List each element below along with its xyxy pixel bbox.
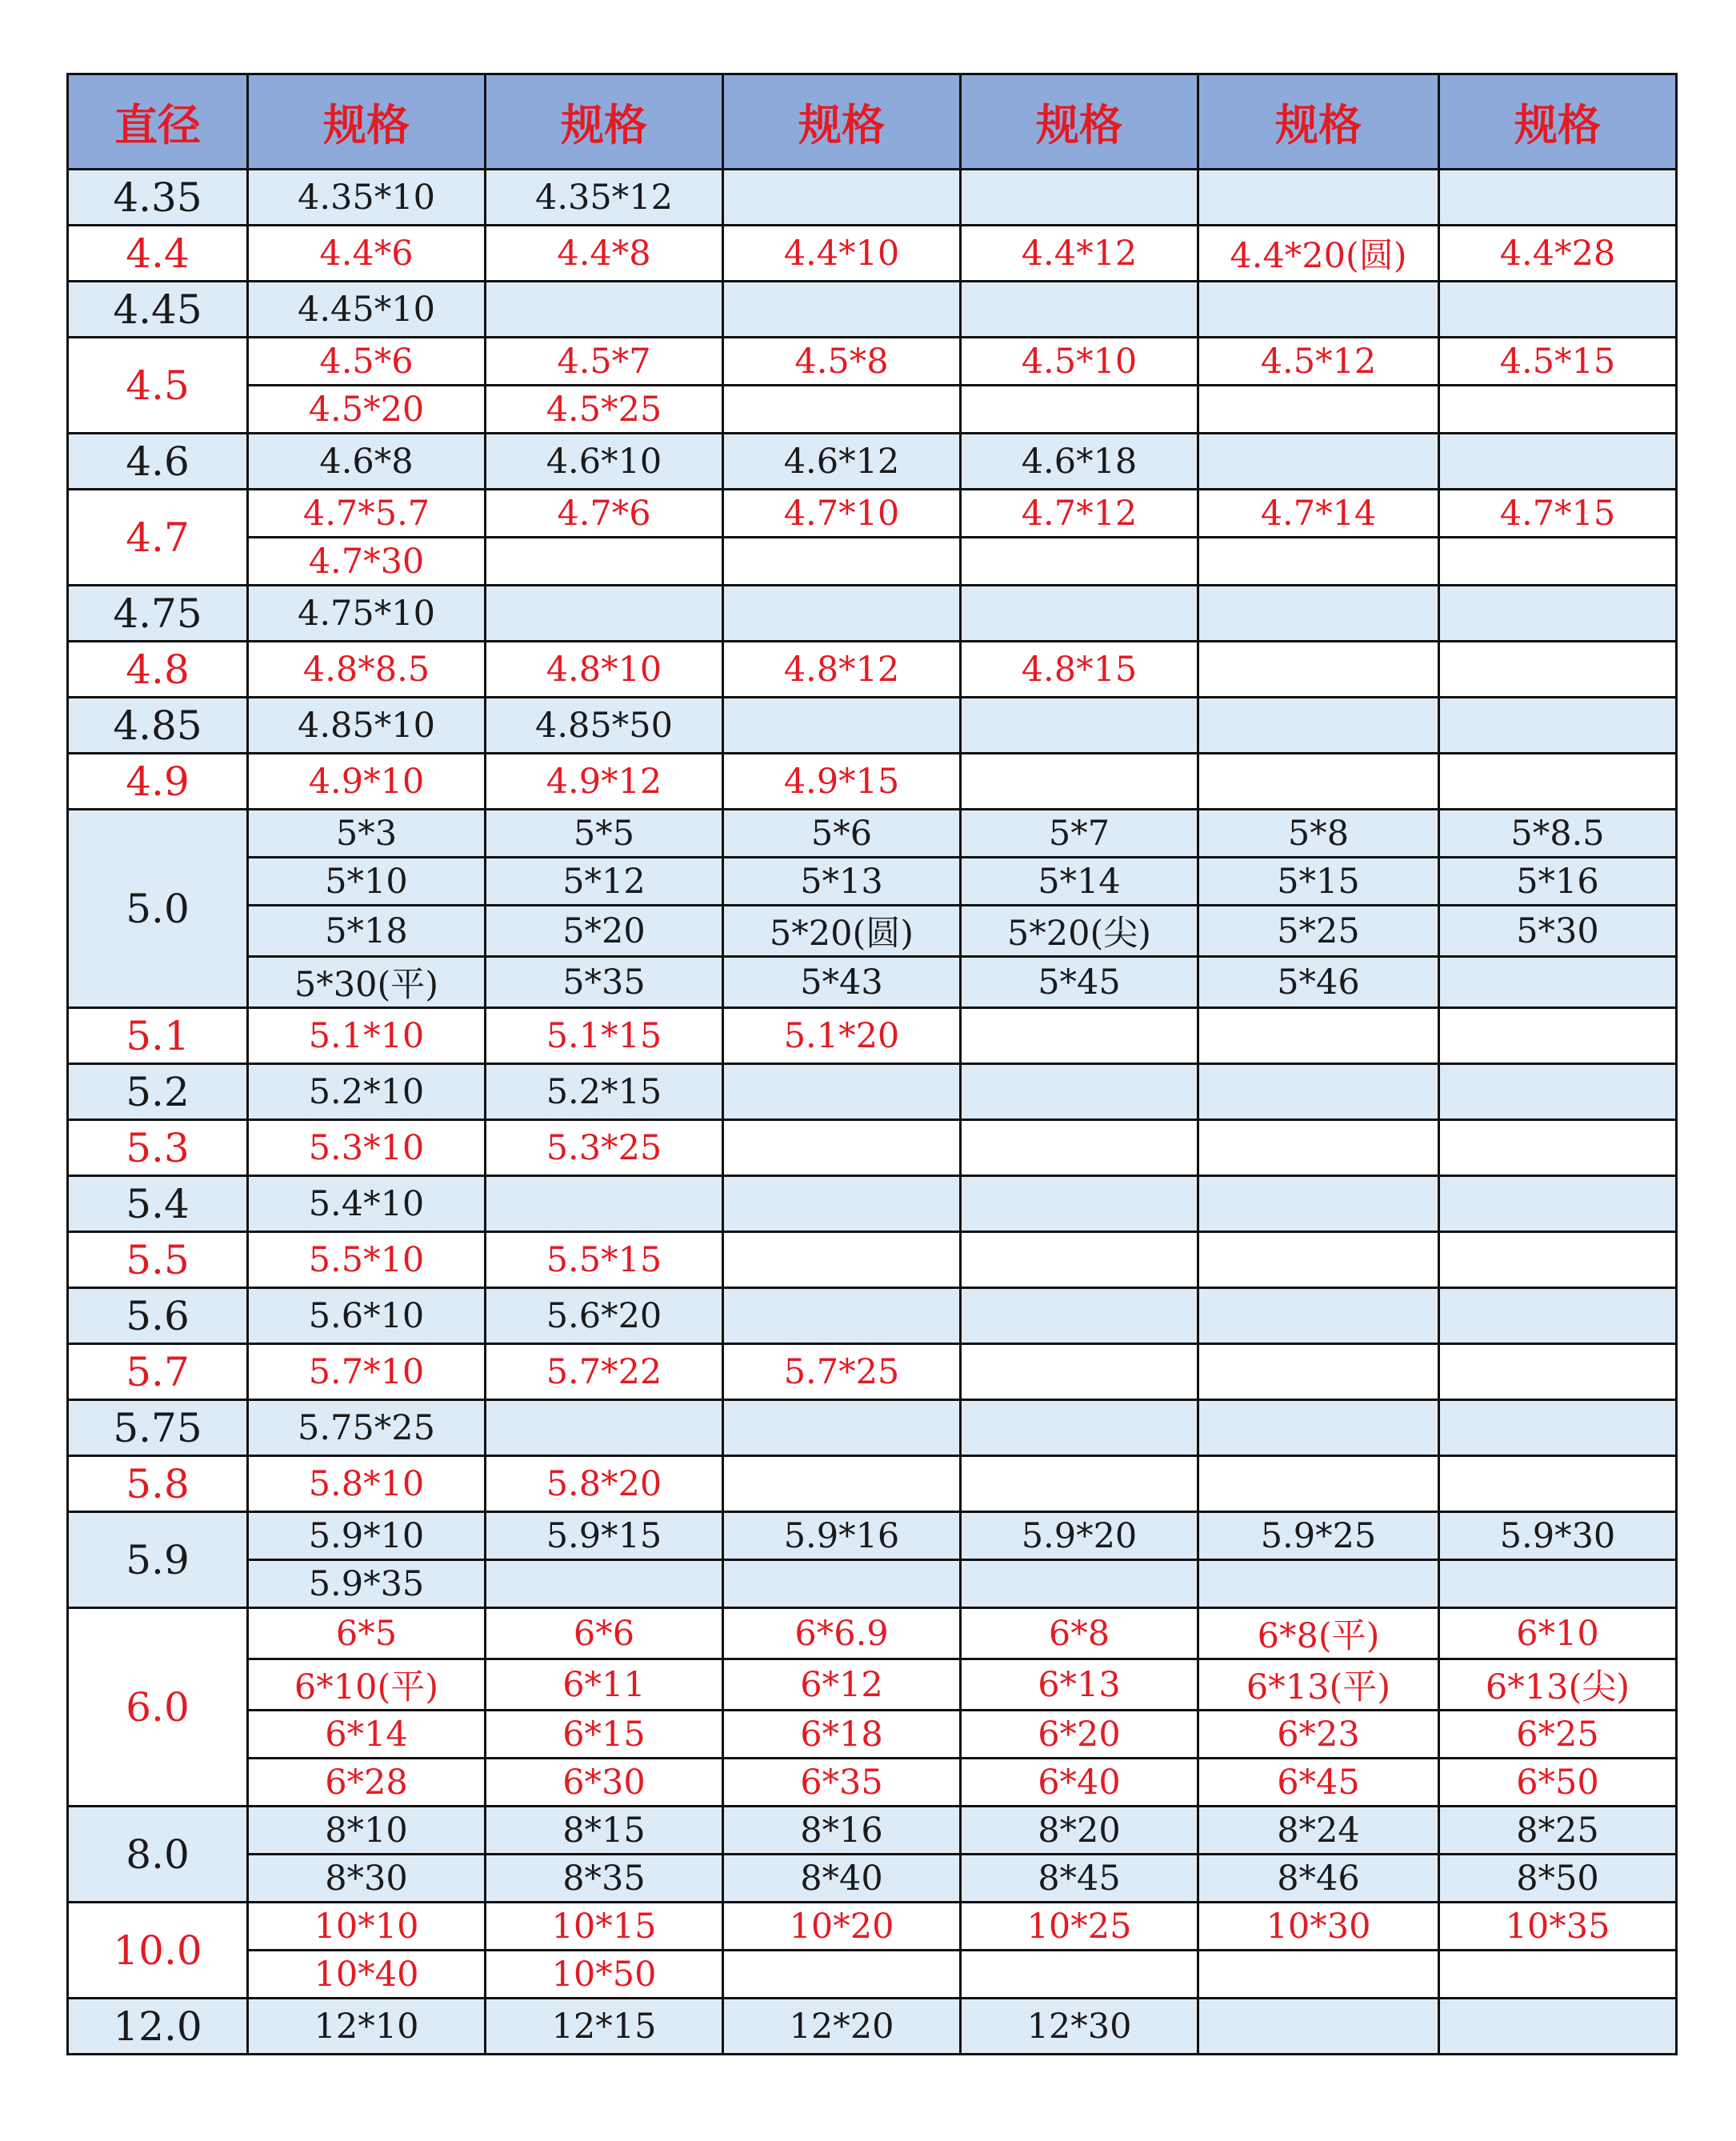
table-row <box>68 1400 1677 1456</box>
spec-cell: 8*50 <box>1439 1855 1677 1903</box>
spec-cell <box>1198 1120 1439 1176</box>
spec-cell <box>486 538 723 586</box>
table-row <box>68 1807 1677 1855</box>
spec-cell: 5.9*30 <box>1439 1512 1677 1560</box>
table-row <box>68 1120 1677 1176</box>
spec-cell: 6*12 <box>723 1659 961 1711</box>
spec-cell: 4.9*15 <box>723 754 961 810</box>
spec-cell <box>1198 1176 1439 1232</box>
spec-cell <box>961 1008 1198 1064</box>
diameter-cell: 5.5 <box>68 1232 248 1288</box>
spec-cell <box>961 586 1198 642</box>
spec-cell <box>1439 1560 1677 1608</box>
spec-cell <box>723 586 961 642</box>
header-spec: 规格 <box>961 74 1198 170</box>
spec-cell <box>723 386 961 434</box>
spec-cell <box>961 754 1198 810</box>
spec-cell: 6*13 <box>961 1659 1198 1711</box>
diameter-cell: 6.0 <box>68 1608 248 1807</box>
spec-cell: 6*20 <box>961 1711 1198 1759</box>
spec-cell: 5.1*15 <box>486 1008 723 1064</box>
spec-cell: 8*46 <box>1198 1855 1439 1903</box>
spec-cell <box>1439 1288 1677 1344</box>
table-row <box>68 226 1677 282</box>
spec-cell: 4.4*20(圆) <box>1198 226 1439 282</box>
spec-cell: 10*20 <box>723 1903 961 1951</box>
spec-cell: 5.9*10 <box>248 1512 486 1560</box>
spec-cell <box>486 1560 723 1608</box>
table-row <box>68 386 1677 434</box>
spec-cell: 4.4*28 <box>1439 226 1677 282</box>
spec-cell: 5*3 <box>248 810 486 858</box>
spec-cell: 6*18 <box>723 1711 961 1759</box>
spec-cell: 10*35 <box>1439 1903 1677 1951</box>
spec-cell: 5.2*10 <box>248 1064 486 1120</box>
header-spec: 规格 <box>723 74 961 170</box>
spec-cell: 4.8*12 <box>723 642 961 698</box>
spec-cell <box>1198 698 1439 754</box>
spec-cell: 5*43 <box>723 957 961 1008</box>
spec-cell: 10*15 <box>486 1903 723 1951</box>
diameter-cell: 5.1 <box>68 1008 248 1064</box>
spec-cell: 4.8*10 <box>486 642 723 698</box>
diameter-cell: 5.4 <box>68 1176 248 1232</box>
spec-cell: 8*15 <box>486 1807 723 1855</box>
spec-cell <box>1439 1951 1677 1999</box>
spec-cell: 4.45*10 <box>248 282 486 338</box>
spec-cell: 5.8*20 <box>486 1456 723 1512</box>
spec-cell: 5.5*15 <box>486 1232 723 1288</box>
spec-cell: 8*24 <box>1198 1807 1439 1855</box>
spec-cell <box>961 1951 1198 1999</box>
spec-cell: 4.7*5.7 <box>248 490 486 538</box>
table-row <box>68 1176 1677 1232</box>
spec-cell <box>1439 1008 1677 1064</box>
diameter-cell: 5.7 <box>68 1344 248 1400</box>
spec-cell: 5*13 <box>723 858 961 906</box>
diameter-cell: 4.6 <box>68 434 248 490</box>
spec-cell <box>1439 586 1677 642</box>
spec-cell <box>723 1120 961 1176</box>
spec-cell: 6*8 <box>961 1608 1198 1659</box>
spec-cell: 6*35 <box>723 1759 961 1807</box>
spec-cell: 5*30(平) <box>248 957 486 1008</box>
table-row <box>68 282 1677 338</box>
spec-cell: 12*15 <box>486 1999 723 2055</box>
table-row <box>68 1711 1677 1759</box>
table-row <box>68 1903 1677 1951</box>
spec-cell <box>961 1232 1198 1288</box>
header-row <box>68 74 1677 170</box>
table-row <box>68 906 1677 957</box>
spec-cell: 6*10(平) <box>248 1659 486 1711</box>
spec-cell: 6*30 <box>486 1759 723 1807</box>
spec-cell: 5.2*15 <box>486 1064 723 1120</box>
spec-cell <box>961 1344 1198 1400</box>
spec-cell: 6*13(平) <box>1198 1659 1439 1711</box>
table-row <box>68 1232 1677 1288</box>
spec-cell: 4.7*15 <box>1439 490 1677 538</box>
spec-cell: 4.6*12 <box>723 434 961 490</box>
spec-cell <box>723 1288 961 1344</box>
spec-cell: 6*8(平) <box>1198 1608 1439 1659</box>
spec-cell <box>723 698 961 754</box>
spec-cell: 4.7*30 <box>248 538 486 586</box>
spec-cell: 4.9*10 <box>248 754 486 810</box>
diameter-cell: 4.8 <box>68 642 248 698</box>
table-row <box>68 1456 1677 1512</box>
spec-cell: 8*40 <box>723 1855 961 1903</box>
spec-cell: 5.6*10 <box>248 1288 486 1344</box>
spec-cell: 5.1*10 <box>248 1008 486 1064</box>
table-row <box>68 170 1677 226</box>
diameter-cell: 4.45 <box>68 282 248 338</box>
spec-cell <box>961 282 1198 338</box>
diameter-cell: 5.75 <box>68 1400 248 1456</box>
table-row <box>68 698 1677 754</box>
spec-cell: 5*10 <box>248 858 486 906</box>
diameter-cell: 8.0 <box>68 1807 248 1903</box>
spec-cell: 6*6.9 <box>723 1608 961 1659</box>
spec-cell: 8*16 <box>723 1807 961 1855</box>
spec-cell <box>1439 1400 1677 1456</box>
spec-cell: 6*40 <box>961 1759 1198 1807</box>
spec-cell: 5*14 <box>961 858 1198 906</box>
spec-cell: 4.5*15 <box>1439 338 1677 386</box>
spec-cell <box>1439 1176 1677 1232</box>
spec-cell: 4.85*10 <box>248 698 486 754</box>
spec-cell <box>1439 1232 1677 1288</box>
spec-cell: 5.3*25 <box>486 1120 723 1176</box>
table-row <box>68 1855 1677 1903</box>
spec-cell <box>723 1064 961 1120</box>
header-spec: 规格 <box>248 74 486 170</box>
table-row <box>68 1560 1677 1608</box>
header-diameter: 直径 <box>68 74 248 170</box>
diameter-cell: 12.0 <box>68 1999 248 2055</box>
spec-cell: 6*6 <box>486 1608 723 1659</box>
spec-cell: 4.7*14 <box>1198 490 1439 538</box>
spec-cell <box>1198 386 1439 434</box>
spec-cell <box>723 1456 961 1512</box>
spec-cell <box>1198 1008 1439 1064</box>
header-spec: 规格 <box>486 74 723 170</box>
spec-cell <box>1439 754 1677 810</box>
spec-cell <box>723 170 961 226</box>
spec-cell <box>1439 1456 1677 1512</box>
spec-cell: 5.9*15 <box>486 1512 723 1560</box>
spec-cell <box>486 1176 723 1232</box>
spec-cell: 5*12 <box>486 858 723 906</box>
diameter-cell: 5.6 <box>68 1288 248 1344</box>
table-row <box>68 810 1677 858</box>
spec-cell: 4.8*8.5 <box>248 642 486 698</box>
spec-cell <box>486 586 723 642</box>
spec-cell <box>1198 754 1439 810</box>
spec-cell <box>1439 1064 1677 1120</box>
spec-cell: 4.4*12 <box>961 226 1198 282</box>
spec-cell <box>1198 1456 1439 1512</box>
spec-cell <box>961 538 1198 586</box>
diameter-cell: 5.0 <box>68 810 248 1008</box>
table-row <box>68 858 1677 906</box>
spec-cell: 4.7*10 <box>723 490 961 538</box>
spec-cell <box>1439 642 1677 698</box>
spec-cell <box>723 282 961 338</box>
spec-cell: 6*23 <box>1198 1711 1439 1759</box>
spec-cell <box>723 1400 961 1456</box>
spec-cell: 4.5*25 <box>486 386 723 434</box>
spec-table <box>66 73 1678 2055</box>
spec-cell: 4.6*18 <box>961 434 1198 490</box>
diameter-cell: 4.5 <box>68 338 248 434</box>
spec-cell <box>1198 282 1439 338</box>
spec-cell <box>723 538 961 586</box>
spec-cell <box>1198 1232 1439 1288</box>
spec-cell: 5*20(尖) <box>961 906 1198 957</box>
spec-cell: 10*50 <box>486 1951 723 1999</box>
table-row <box>68 490 1677 538</box>
spec-cell: 5*7 <box>961 810 1198 858</box>
spec-cell <box>1198 1400 1439 1456</box>
spec-cell: 6*5 <box>248 1608 486 1659</box>
spec-cell: 4.9*12 <box>486 754 723 810</box>
diameter-cell: 5.2 <box>68 1064 248 1120</box>
diameter-cell: 10.0 <box>68 1903 248 1999</box>
spec-cell: 10*30 <box>1198 1903 1439 1951</box>
table-row <box>68 1659 1677 1711</box>
table-row <box>68 1008 1677 1064</box>
spec-cell: 4.7*6 <box>486 490 723 538</box>
spec-cell: 5*8.5 <box>1439 810 1677 858</box>
spec-cell: 5.1*20 <box>723 1008 961 1064</box>
spec-cell <box>1439 1344 1677 1400</box>
table-row <box>68 434 1677 490</box>
spec-cell: 4.75*10 <box>248 586 486 642</box>
spec-cell <box>1198 1344 1439 1400</box>
diameter-cell: 4.35 <box>68 170 248 226</box>
spec-cell: 5*16 <box>1439 858 1677 906</box>
spec-cell: 5*15 <box>1198 858 1439 906</box>
spec-cell: 5.7*25 <box>723 1344 961 1400</box>
table-row <box>68 642 1677 698</box>
spec-cell: 5.9*35 <box>248 1560 486 1608</box>
spec-cell <box>961 1176 1198 1232</box>
spec-cell: 5*25 <box>1198 906 1439 957</box>
spec-cell <box>1198 1288 1439 1344</box>
diameter-cell: 4.4 <box>68 226 248 282</box>
spec-cell: 5*35 <box>486 957 723 1008</box>
spec-cell <box>961 1456 1198 1512</box>
spec-cell <box>961 1120 1198 1176</box>
spec-cell: 5.7*10 <box>248 1344 486 1400</box>
table-row <box>68 1512 1677 1560</box>
spec-cell <box>1439 698 1677 754</box>
table-row <box>68 1951 1677 1999</box>
spec-cell <box>486 1400 723 1456</box>
spec-cell: 4.35*12 <box>486 170 723 226</box>
spec-cell <box>1198 1951 1439 1999</box>
table-row <box>68 1288 1677 1344</box>
spec-cell <box>1439 170 1677 226</box>
diameter-cell: 5.9 <box>68 1512 248 1608</box>
spec-cell: 4.35*10 <box>248 170 486 226</box>
spec-cell <box>1198 170 1439 226</box>
spec-cell <box>1439 1120 1677 1176</box>
spec-cell <box>1439 386 1677 434</box>
spec-cell: 5.5*10 <box>248 1232 486 1288</box>
spec-cell: 8*25 <box>1439 1807 1677 1855</box>
table-row <box>68 1759 1677 1807</box>
spec-cell: 8*10 <box>248 1807 486 1855</box>
spec-cell: 5*8 <box>1198 810 1439 858</box>
spec-cell <box>1198 434 1439 490</box>
spec-cell <box>723 1951 961 1999</box>
diameter-cell: 4.9 <box>68 754 248 810</box>
diameter-cell: 5.3 <box>68 1120 248 1176</box>
spec-cell: 4.4*6 <box>248 226 486 282</box>
spec-cell: 6*13(尖) <box>1439 1659 1677 1711</box>
spec-cell: 8*35 <box>486 1855 723 1903</box>
spec-cell <box>1439 282 1677 338</box>
spec-cell: 6*14 <box>248 1711 486 1759</box>
spec-cell: 12*10 <box>248 1999 486 2055</box>
spec-cell: 4.5*7 <box>486 338 723 386</box>
spec-cell: 5.9*25 <box>1198 1512 1439 1560</box>
spec-cell: 8*20 <box>961 1807 1198 1855</box>
spec-cell: 5.7*22 <box>486 1344 723 1400</box>
table-row <box>68 1999 1677 2055</box>
spec-cell: 5*30 <box>1439 906 1677 957</box>
spec-cell: 5.4*10 <box>248 1176 486 1232</box>
spec-cell: 4.5*12 <box>1198 338 1439 386</box>
spec-cell: 4.4*10 <box>723 226 961 282</box>
spec-cell: 6*45 <box>1198 1759 1439 1807</box>
table-row <box>68 338 1677 386</box>
spec-cell: 6*10 <box>1439 1608 1677 1659</box>
spec-cell: 4.6*10 <box>486 434 723 490</box>
spec-cell <box>961 1064 1198 1120</box>
table-row <box>68 1608 1677 1659</box>
spec-cell: 6*25 <box>1439 1711 1677 1759</box>
table-row <box>68 586 1677 642</box>
spec-cell <box>723 1560 961 1608</box>
table-row <box>68 1344 1677 1400</box>
spec-cell: 4.5*6 <box>248 338 486 386</box>
spec-cell <box>723 1232 961 1288</box>
header-spec: 规格 <box>1439 74 1677 170</box>
spec-cell <box>1439 434 1677 490</box>
spec-cell: 5*20 <box>486 906 723 957</box>
spec-cell <box>961 170 1198 226</box>
diameter-cell: 4.75 <box>68 586 248 642</box>
spec-cell <box>961 1288 1198 1344</box>
spec-cell: 5*46 <box>1198 957 1439 1008</box>
spec-cell <box>1439 1999 1677 2055</box>
spec-cell: 6*28 <box>248 1759 486 1807</box>
spec-cell <box>1198 642 1439 698</box>
spec-cell: 10*25 <box>961 1903 1198 1951</box>
spec-cell: 6*15 <box>486 1711 723 1759</box>
spec-cell: 8*45 <box>961 1855 1198 1903</box>
spec-cell: 5*5 <box>486 810 723 858</box>
spec-cell: 12*30 <box>961 1999 1198 2055</box>
spec-cell: 4.4*8 <box>486 226 723 282</box>
spec-cell: 5.3*10 <box>248 1120 486 1176</box>
spec-cell <box>1439 538 1677 586</box>
diameter-cell: 4.7 <box>68 490 248 586</box>
diameter-cell: 5.8 <box>68 1456 248 1512</box>
spec-cell: 4.7*12 <box>961 490 1198 538</box>
spec-cell <box>1439 957 1677 1008</box>
spec-cell: 5.75*25 <box>248 1400 486 1456</box>
spec-cell: 4.8*15 <box>961 642 1198 698</box>
table-row <box>68 754 1677 810</box>
spec-cell <box>961 698 1198 754</box>
spec-cell: 5.6*20 <box>486 1288 723 1344</box>
spec-cell: 4.5*10 <box>961 338 1198 386</box>
spec-cell: 5*18 <box>248 906 486 957</box>
spec-cell: 4.85*50 <box>486 698 723 754</box>
spec-cell <box>1198 586 1439 642</box>
spec-cell: 5.9*20 <box>961 1512 1198 1560</box>
spec-cell: 6*50 <box>1439 1759 1677 1807</box>
table-row <box>68 538 1677 586</box>
spec-cell: 5*20(圆) <box>723 906 961 957</box>
spec-cell: 10*10 <box>248 1903 486 1951</box>
spec-cell <box>1198 538 1439 586</box>
spec-table-body <box>68 170 1677 2055</box>
spec-cell <box>723 1176 961 1232</box>
spec-cell <box>961 386 1198 434</box>
spec-cell: 4.5*8 <box>723 338 961 386</box>
spec-cell: 4.6*8 <box>248 434 486 490</box>
spec-cell: 10*40 <box>248 1951 486 1999</box>
spec-cell <box>486 282 723 338</box>
spec-cell <box>1198 1064 1439 1120</box>
spec-cell: 5.9*16 <box>723 1512 961 1560</box>
spec-cell <box>961 1560 1198 1608</box>
spec-cell <box>1198 1560 1439 1608</box>
spec-cell: 12*20 <box>723 1999 961 2055</box>
spec-cell: 5*6 <box>723 810 961 858</box>
table-row <box>68 957 1677 1008</box>
diameter-cell: 4.85 <box>68 698 248 754</box>
spec-cell: 6*11 <box>486 1659 723 1711</box>
spec-cell <box>961 1400 1198 1456</box>
header-spec: 规格 <box>1198 74 1439 170</box>
spec-cell: 5.8*10 <box>248 1456 486 1512</box>
spec-cell: 4.5*20 <box>248 386 486 434</box>
spec-cell: 5*45 <box>961 957 1198 1008</box>
spec-cell <box>1198 1999 1439 2055</box>
table-row <box>68 1064 1677 1120</box>
spec-cell: 8*30 <box>248 1855 486 1903</box>
